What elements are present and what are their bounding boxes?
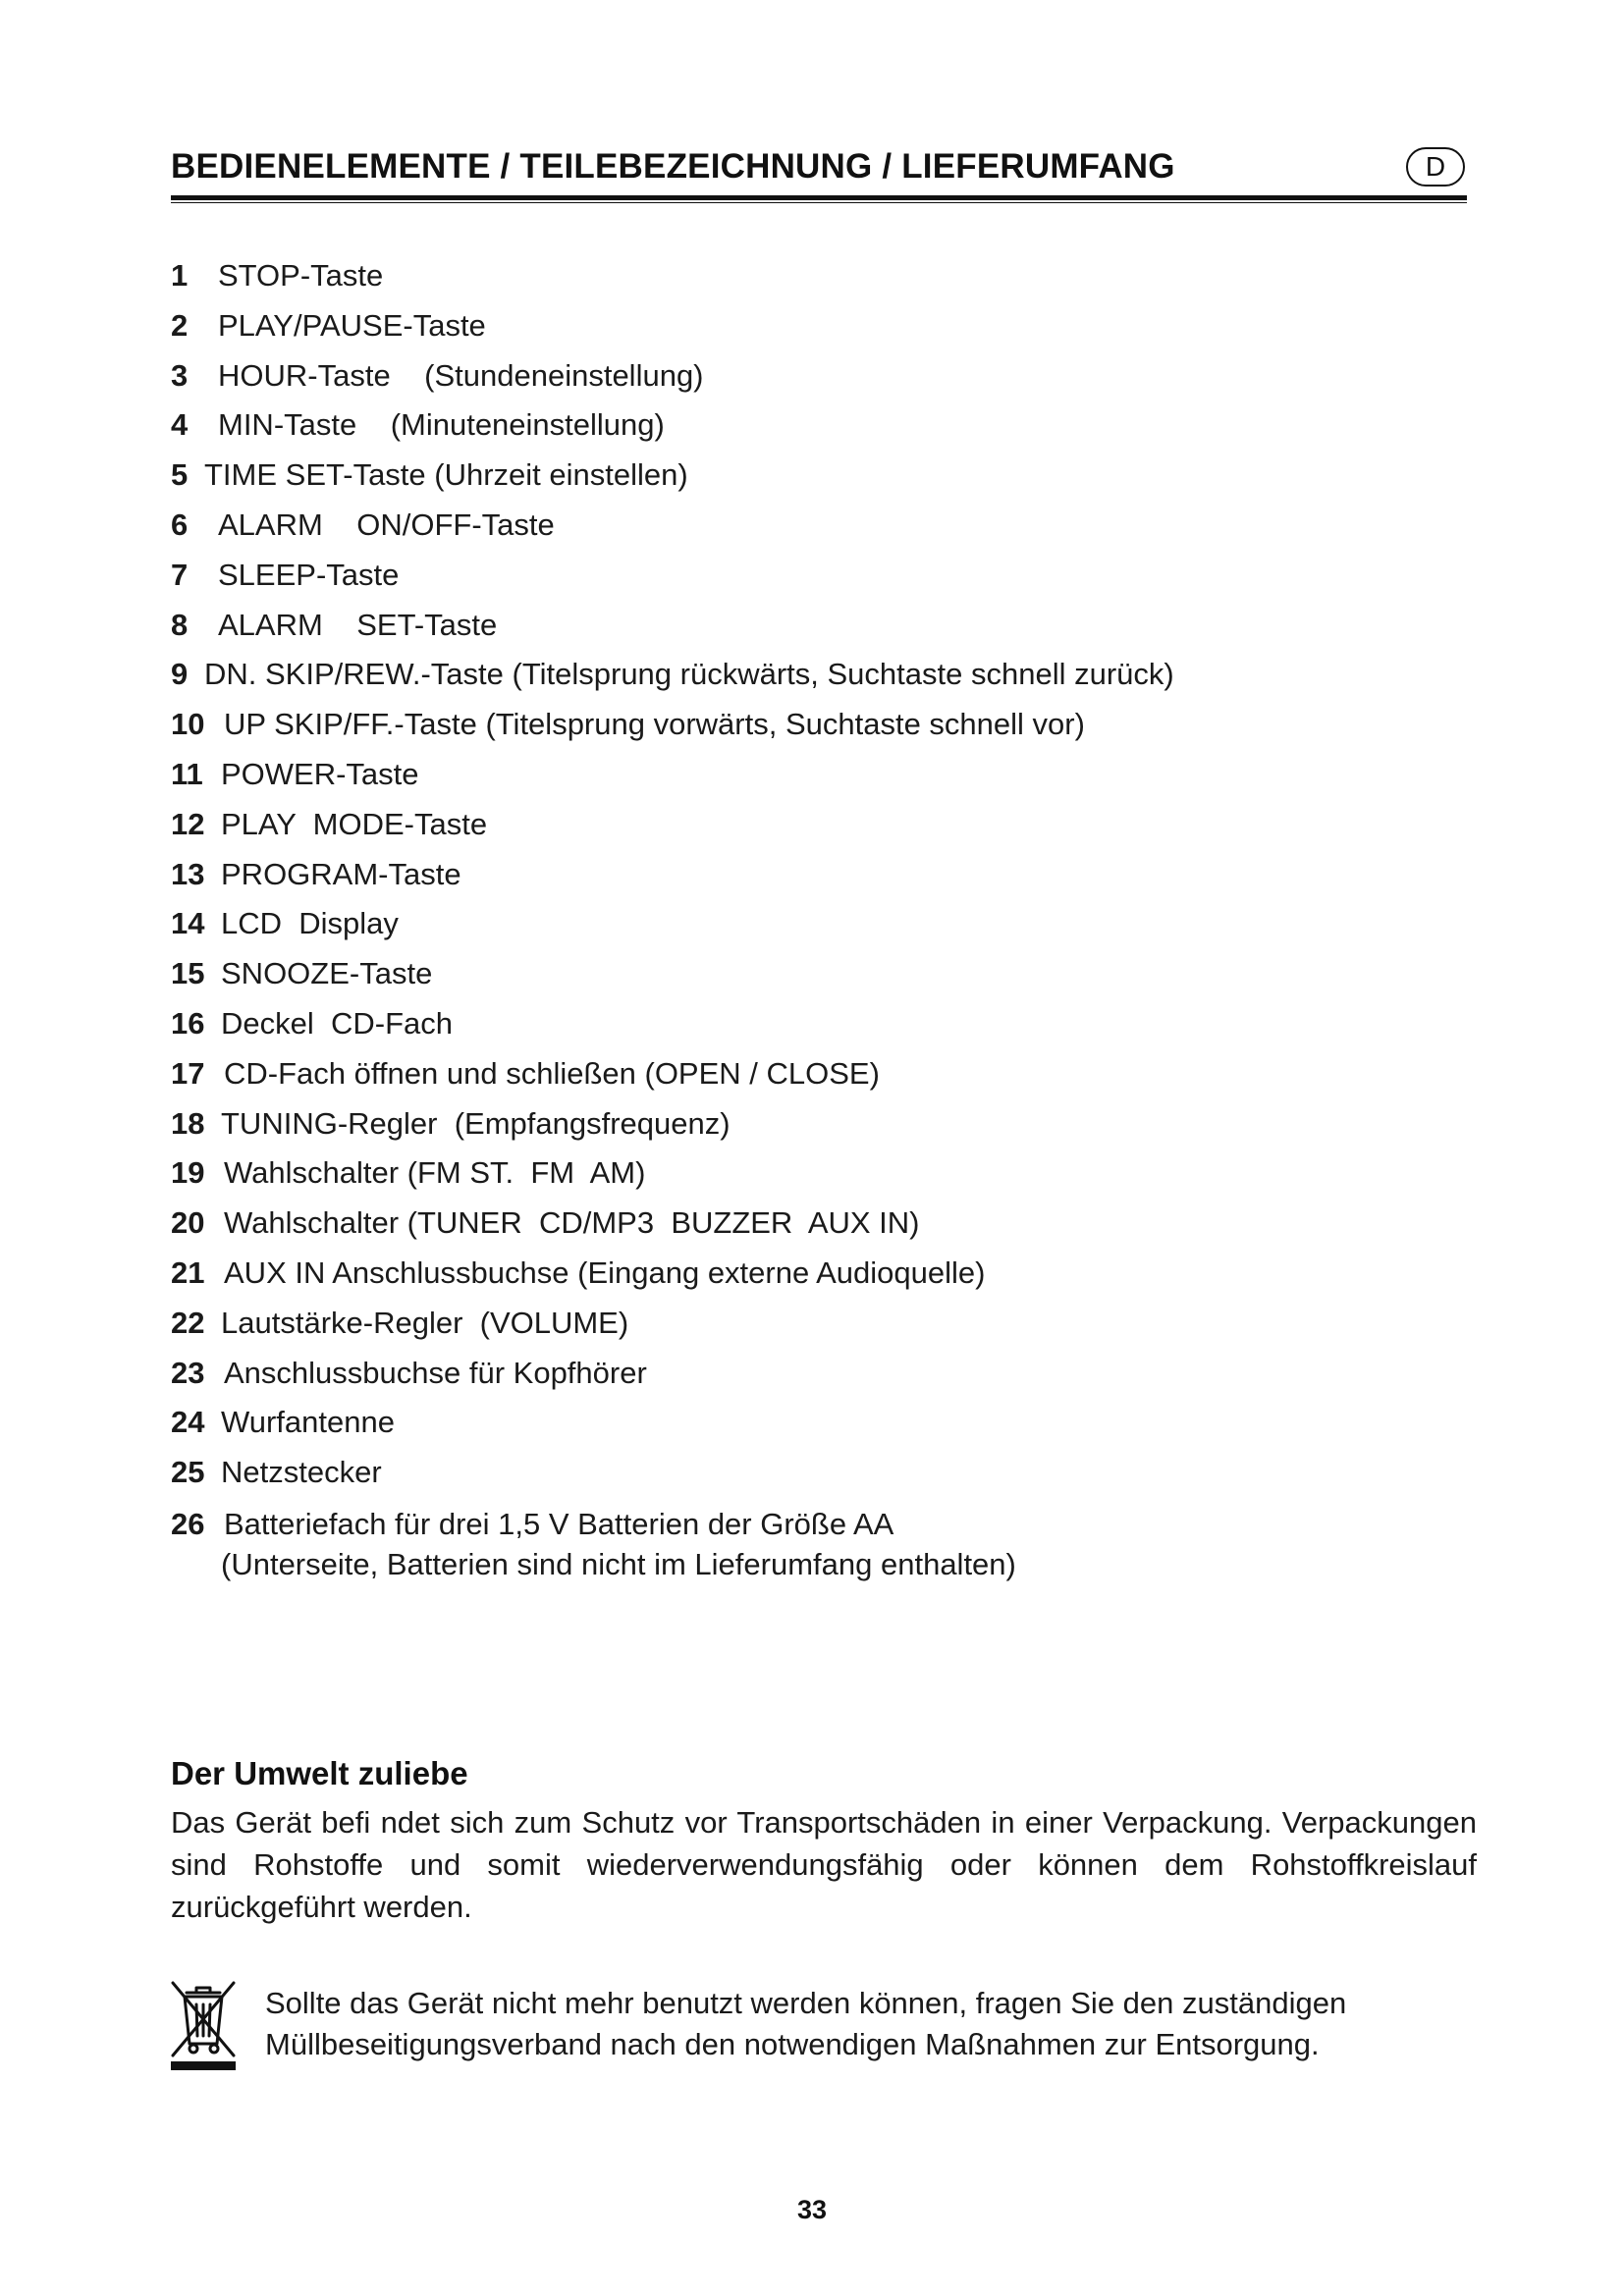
item-number: 25 — [171, 1455, 205, 1490]
item-number: 19 — [171, 1155, 205, 1191]
list-item — [171, 700, 1477, 750]
list-item — [171, 1249, 1477, 1299]
language-badge: D — [1406, 147, 1465, 187]
item-number: 20 — [171, 1205, 205, 1241]
parts-list — [171, 251, 1477, 1584]
item-label: Batteriefach für drei 1,5 V Batterien der Größe AA — [224, 1506, 894, 1541]
item-number: 12 — [171, 806, 205, 841]
list-item — [171, 551, 1477, 601]
item-number: 23 — [171, 1355, 205, 1390]
item-label: HOUR-Taste (Stundeneinstellung) — [218, 357, 704, 393]
item-label: Anschlussbuchse für Kopfhörer — [224, 1355, 647, 1390]
section-title: Der Umwelt zuliebe — [171, 1755, 468, 1791]
item-label: PLAY MODE-Taste — [221, 806, 488, 841]
item-label: CD-Fach öffnen und schließen (OPEN / CLOSE) — [224, 1055, 880, 1091]
list-item — [171, 1099, 1477, 1149]
item-number: 10 — [171, 707, 205, 742]
header-rule — [171, 195, 1467, 200]
list-item — [171, 750, 1477, 800]
item-label: SNOOZE-Taste — [221, 956, 433, 991]
item-number: 7 — [171, 557, 189, 592]
item-label: Wahlschalter (FM ST. FM AM) — [224, 1155, 646, 1191]
item-label: UP SKIP/FF.-Taste (Titelsprung vorwärts, Suchtaste schnell vor) — [224, 707, 1085, 742]
item-label-continued: (Unterseite, Batterien sind nicht im Lieferumfang enthalten) — [221, 1546, 1016, 1581]
item-number: 24 — [171, 1405, 205, 1440]
item-number: 14 — [171, 906, 205, 941]
list-item — [171, 451, 1477, 501]
item-number: 8 — [171, 607, 189, 642]
item-label: AUX IN Anschlussbuchse (Eingang externe Audioquelle) — [224, 1255, 986, 1290]
item-label: TIME SET-Taste (Uhrzeit einstellen) — [204, 457, 688, 493]
list-item — [171, 1448, 1477, 1498]
item-label: TUNING-Regler (Empfangsfrequenz) — [221, 1105, 731, 1141]
header-rule-thin — [171, 202, 1467, 203]
list-item — [171, 899, 1477, 949]
item-label: MIN-Taste (Minuteneinstellung) — [218, 407, 665, 443]
list-item — [171, 601, 1477, 651]
list-item — [171, 301, 1477, 351]
item-number: 9 — [171, 657, 189, 692]
item-label: Wurfantenne — [221, 1405, 395, 1440]
item-number: 4 — [171, 407, 189, 443]
item-number: 18 — [171, 1105, 205, 1141]
item-label: PLAY/PAUSE-Taste — [218, 307, 486, 343]
list-item — [171, 1299, 1477, 1349]
list-item — [171, 1349, 1477, 1399]
list-item — [171, 251, 1477, 301]
item-number: 11 — [171, 756, 203, 791]
item-label: ALARM SET-Taste — [218, 607, 498, 642]
list-item — [171, 1398, 1477, 1448]
item-label: STOP-Taste — [218, 258, 384, 293]
item-label: ALARM ON/OFF-Taste — [218, 507, 555, 542]
item-label: Deckel CD-Fach — [221, 1005, 453, 1041]
list-item — [171, 850, 1477, 900]
item-number: 6 — [171, 507, 189, 542]
list-item — [171, 1504, 1477, 1584]
item-number: 1 — [171, 258, 189, 293]
item-label: PROGRAM-Taste — [221, 856, 461, 891]
section-body: Das Gerät befi ndet sich zum Schutz vor Transportschäden in einer Verpackung. Verpackungen sind Rohstoffe und somit wiederverwendungsfähig oder können dem Rohstoffkreislauf zurückgeführt werden. — [171, 1805, 1477, 1924]
item-label: DN. SKIP/REW.-Taste (Titelsprung rückwärts, Suchtaste schnell zurück) — [204, 657, 1174, 692]
list-item — [171, 1049, 1477, 1099]
item-label: Wahlschalter (TUNER CD/MP3 BUZZER AUX IN) — [224, 1205, 920, 1241]
item-number: 15 — [171, 956, 205, 991]
list-item — [171, 800, 1477, 850]
list-item — [171, 351, 1477, 401]
list-item — [171, 1148, 1477, 1199]
list-item — [171, 1199, 1477, 1249]
list-item — [171, 949, 1477, 999]
item-label: Netzstecker — [221, 1455, 382, 1490]
item-label: Lautstärke-Regler (VOLUME) — [221, 1305, 629, 1340]
page-number: 33 — [796, 2195, 828, 2224]
page-title: BEDIENELEMENTE / TEILEBEZEICHNUNG / LIEFERUMFANG — [171, 147, 1175, 186]
item-number: 5 — [171, 457, 189, 493]
list-item — [171, 501, 1477, 551]
item-number: 16 — [171, 1005, 205, 1041]
item-number: 26 — [171, 1506, 205, 1541]
item-number: 13 — [171, 856, 205, 891]
item-number: 17 — [171, 1055, 205, 1091]
crossed-out-wheelie-bin-icon — [167, 1977, 240, 2071]
item-number: 22 — [171, 1305, 205, 1340]
list-item — [171, 999, 1477, 1049]
item-number: 21 — [171, 1255, 205, 1290]
list-item — [171, 650, 1477, 700]
disposal-text: Sollte das Gerät nicht mehr benutzt werden können, fragen Sie den zuständigen Müllbeseitigungsverband nach den notwendigen Maßnahmen zur Entsorgung. — [265, 1986, 1347, 2061]
item-number: 3 — [171, 357, 189, 393]
list-item — [171, 400, 1477, 451]
item-number: 2 — [171, 307, 189, 343]
item-label: LCD Display — [221, 906, 399, 941]
item-label: POWER-Taste — [221, 756, 419, 791]
item-label: SLEEP-Taste — [218, 557, 400, 592]
